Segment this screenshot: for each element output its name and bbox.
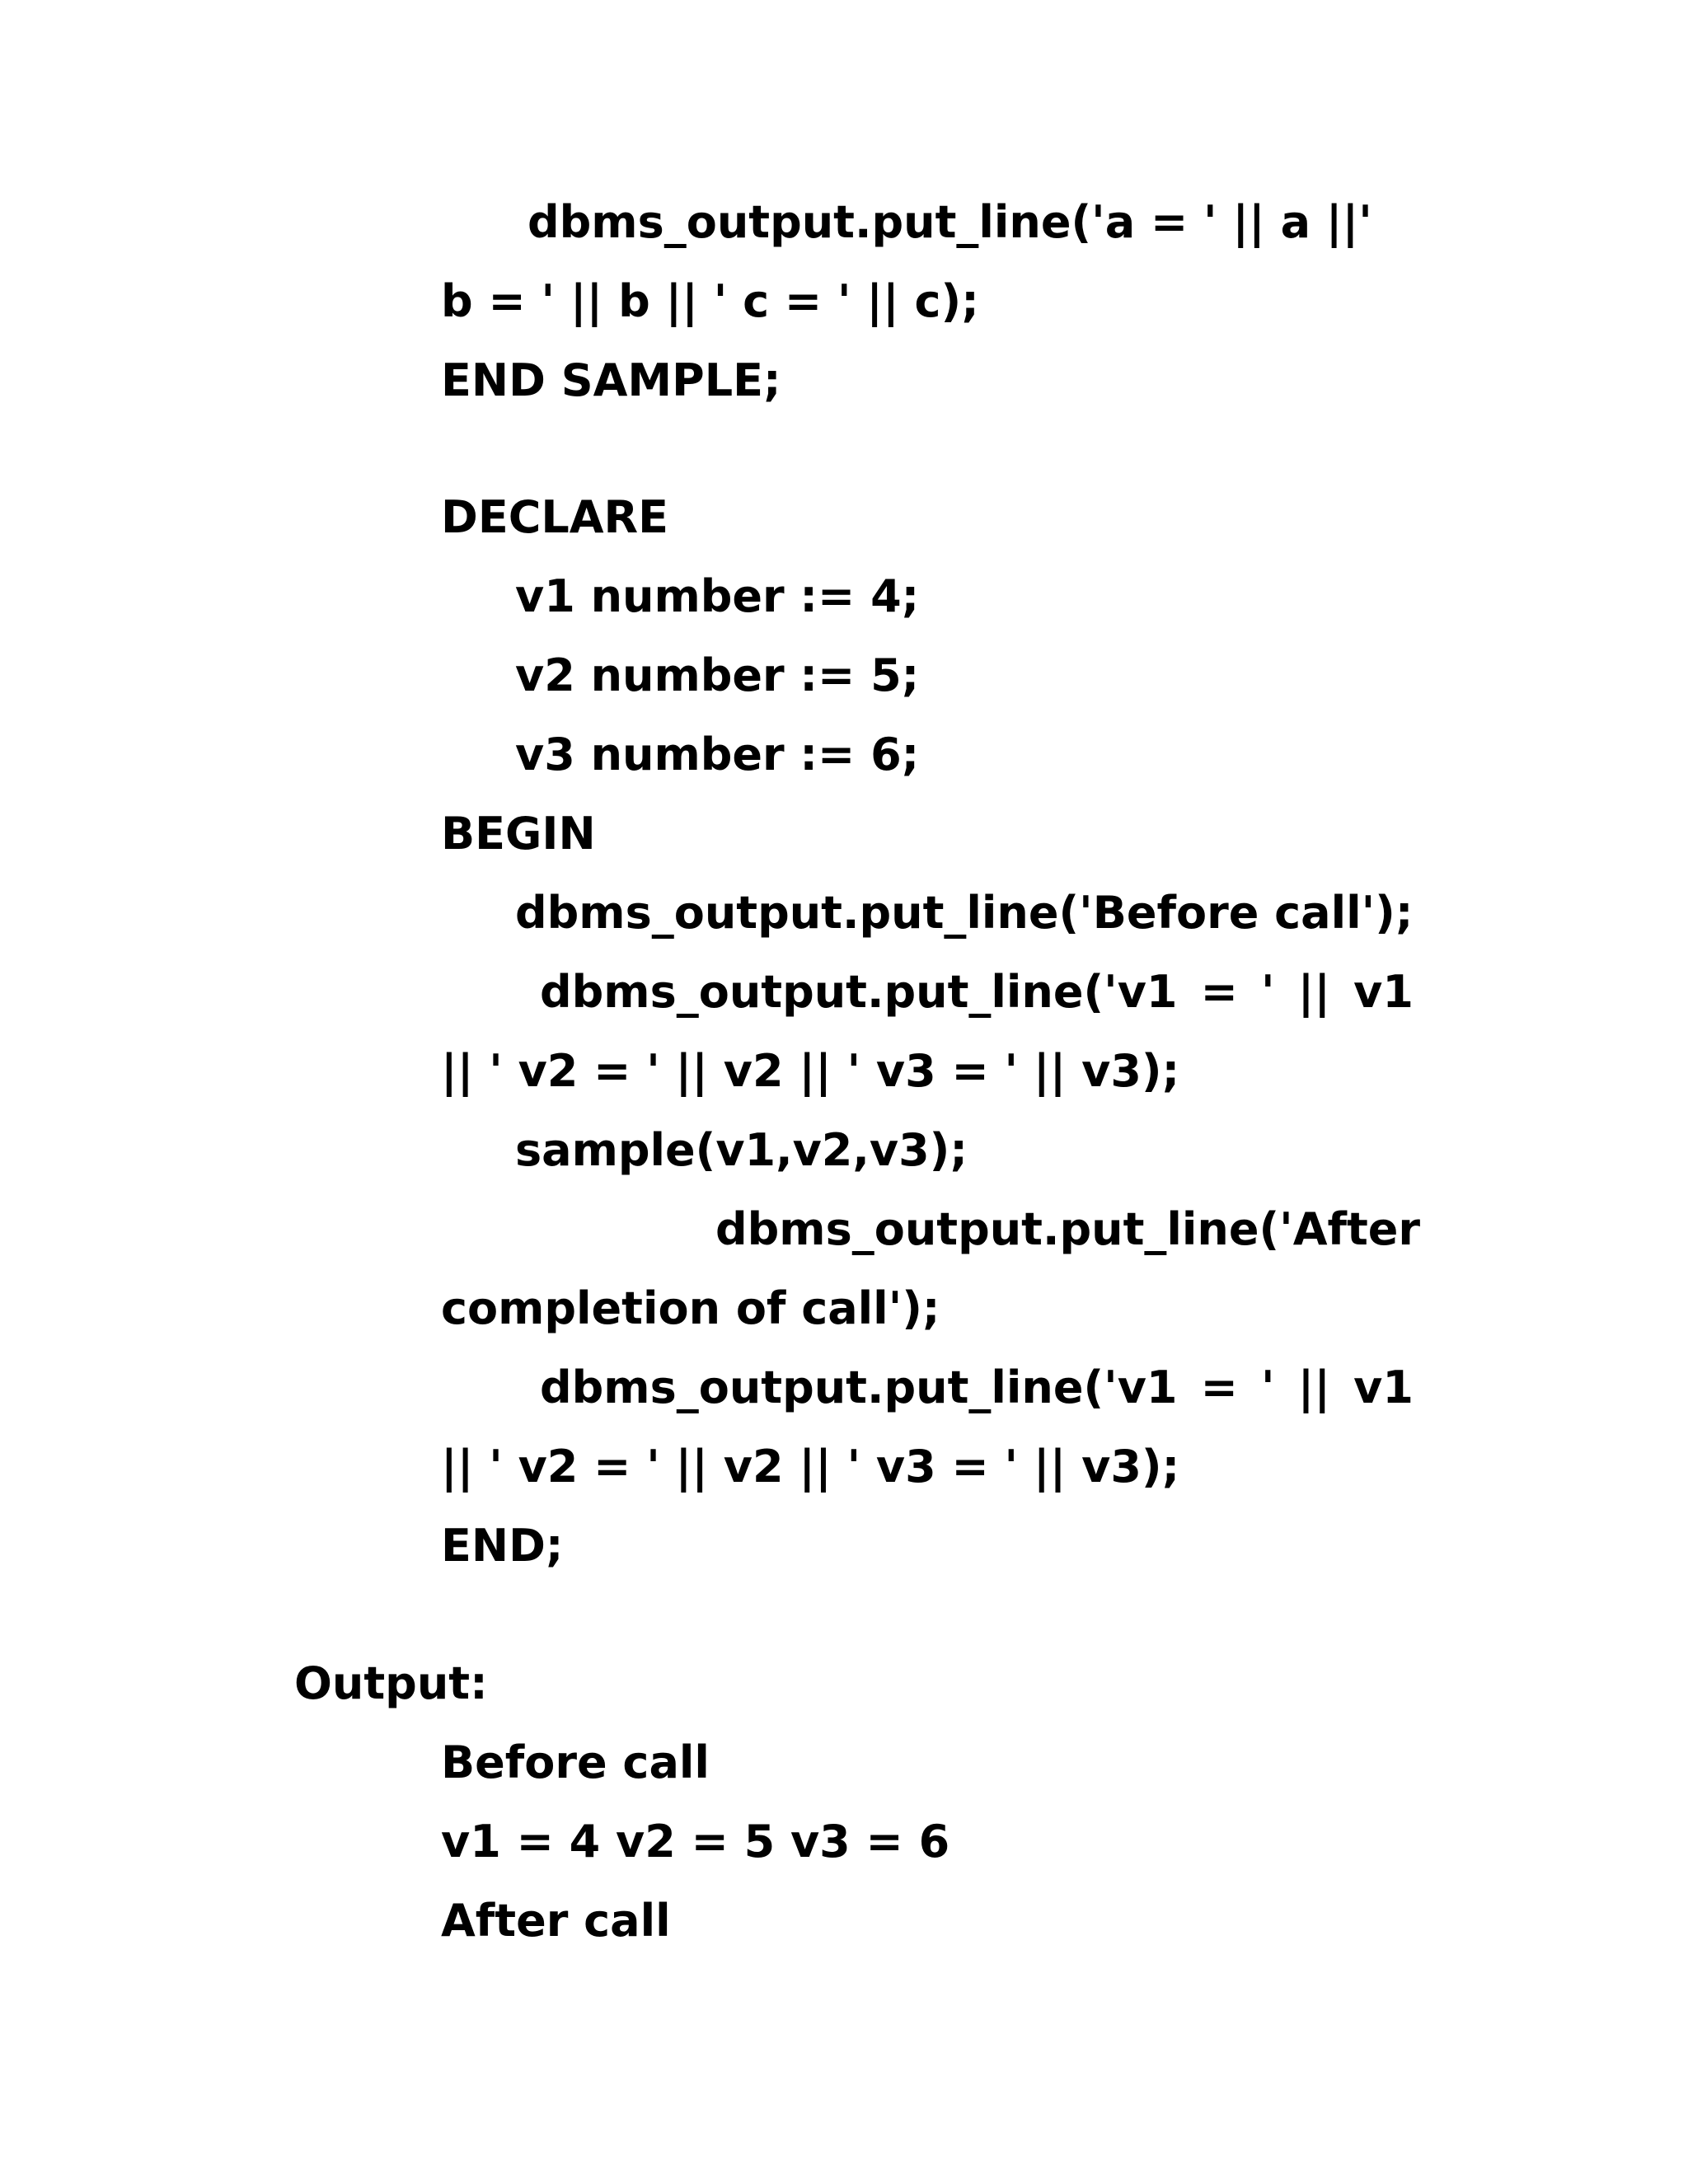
code-token: || bbox=[1297, 1361, 1331, 1413]
code-line: b = ' || b || ' c = ' || c); bbox=[441, 275, 979, 327]
code-line: || ' v2 = ' || v2 || ' v3 = ' || v3); bbox=[441, 1045, 1180, 1097]
code-token: dbms_output.put_line('v1 bbox=[540, 966, 1178, 1018]
code-line: dbms_output.put_line('Before call'); bbox=[515, 887, 1414, 939]
code-line: END SAMPLE; bbox=[441, 354, 781, 406]
code-line: sample(v1,v2,v3); bbox=[515, 1124, 968, 1176]
output-line: After call bbox=[441, 1895, 671, 1947]
output-line: v1 = 4 v2 = 5 v3 = 6 bbox=[441, 1816, 950, 1868]
output-heading: Output: bbox=[294, 1657, 488, 1709]
code-token: dbms_output.put_line('v1 bbox=[540, 1361, 1178, 1413]
code-token: ' bbox=[1260, 1361, 1275, 1413]
code-line: BEGIN bbox=[441, 808, 596, 860]
code-token: v1 bbox=[1353, 966, 1414, 1018]
code-token: || bbox=[1297, 966, 1331, 1018]
code-line: END; bbox=[441, 1520, 564, 1572]
code-line: v2 number := 5; bbox=[515, 649, 920, 701]
code-line: v1 number := 4; bbox=[515, 570, 920, 622]
code-token: v1 bbox=[1353, 1361, 1414, 1413]
code-line: dbms_output.put_line('a = ' || a ||' bbox=[528, 196, 1372, 248]
code-token: = bbox=[1200, 1361, 1238, 1413]
output-line: Before call bbox=[441, 1736, 710, 1788]
code-line: v3 number := 6; bbox=[515, 729, 920, 780]
code-token: = bbox=[1200, 966, 1238, 1018]
code-line: DECLARE bbox=[441, 491, 669, 543]
code-line: completion of call'); bbox=[441, 1282, 940, 1334]
code-line: || ' v2 = ' || v2 || ' v3 = ' || v3); bbox=[441, 1441, 1180, 1493]
code-token: ' bbox=[1260, 966, 1275, 1018]
code-line: dbms_output.put_line('After bbox=[715, 1203, 1421, 1255]
code-line-justified bbox=[540, 966, 1414, 1018]
code-line-justified bbox=[540, 1361, 1414, 1413]
